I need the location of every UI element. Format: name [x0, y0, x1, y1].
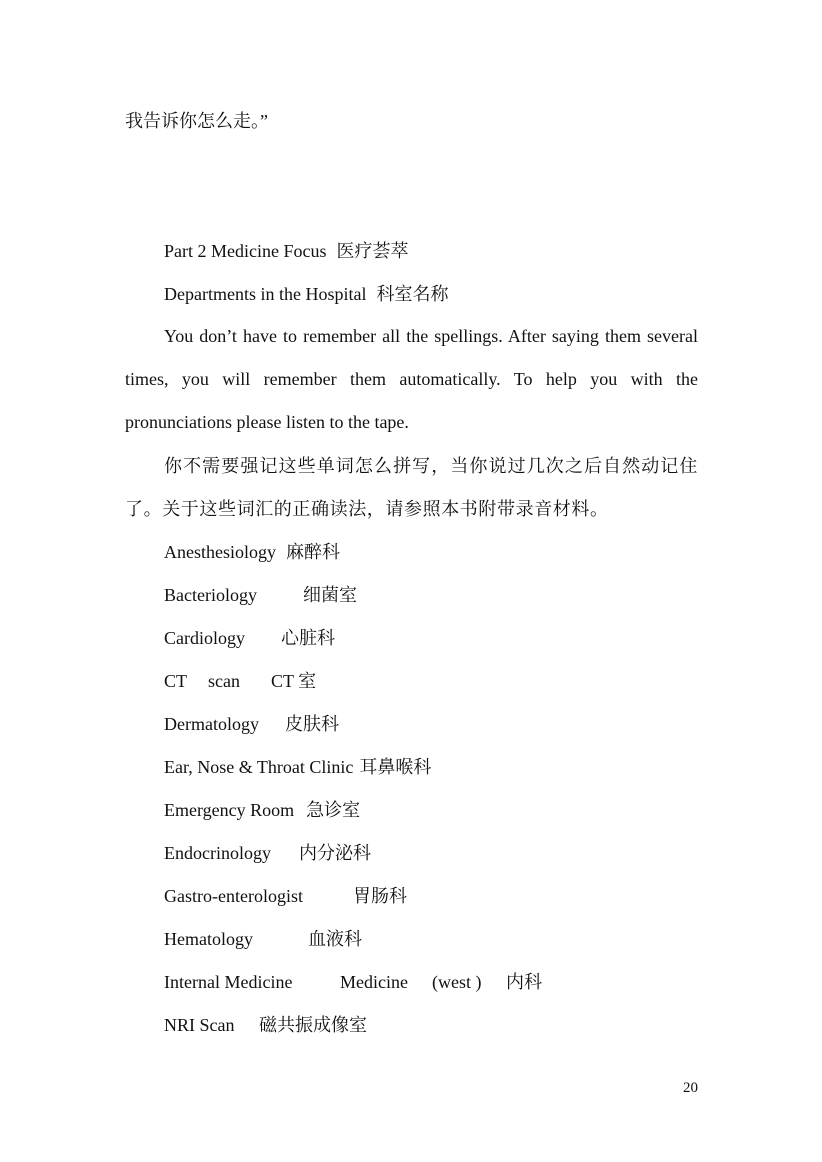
list-item: Endocrinology 内分泌科	[164, 843, 371, 863]
page-number: 20	[683, 1080, 698, 1096]
list-item: Hematology 血液科	[164, 929, 362, 949]
subtitle	[164, 282, 448, 306]
list-item: Gastro-enterologist 胃肠科	[164, 886, 407, 906]
section-title-zh: 医疗荟萃	[336, 241, 409, 261]
subtitle-en: Departments in the Hospital	[164, 284, 367, 304]
list-item: Dermatology 皮肤科	[164, 714, 339, 734]
list-item: Ear, Nose & Throat Clinic 耳鼻喉科	[164, 757, 432, 777]
subtitle-zh: 科室名称	[376, 284, 449, 304]
continued-quote-text: 我告诉你怎么走。”	[125, 111, 268, 131]
intro-paragraph-zh: 你不需要强记这些单词怎么拼写，当你说过几次之后自然动记住了。关于这些词汇的正确读法，请参照本书附带录音材料。	[125, 456, 698, 519]
list-item: Bacteriology 细菌室	[164, 585, 357, 605]
list-item: Anesthesiology 麻醉科	[164, 542, 340, 562]
list-item: Cardiology 心脏科	[164, 628, 335, 648]
list-item: NRI Scan 磁共振成像室	[164, 1015, 367, 1035]
section-title	[164, 239, 408, 263]
list-item: Emergency Room 急诊室	[164, 800, 361, 820]
list-item: Internal Medicine Medicine (west ) 内科	[164, 972, 542, 992]
intro-paragraph-en: You don’t have to remember all the spellings. After saying them several times, you will remember them automatically. To help you with the pronunciations please listen to the tape.	[125, 326, 698, 432]
section-title-en: Part 2 Medicine Focus	[164, 241, 327, 261]
list-item: CT scan CT 室	[164, 671, 317, 691]
